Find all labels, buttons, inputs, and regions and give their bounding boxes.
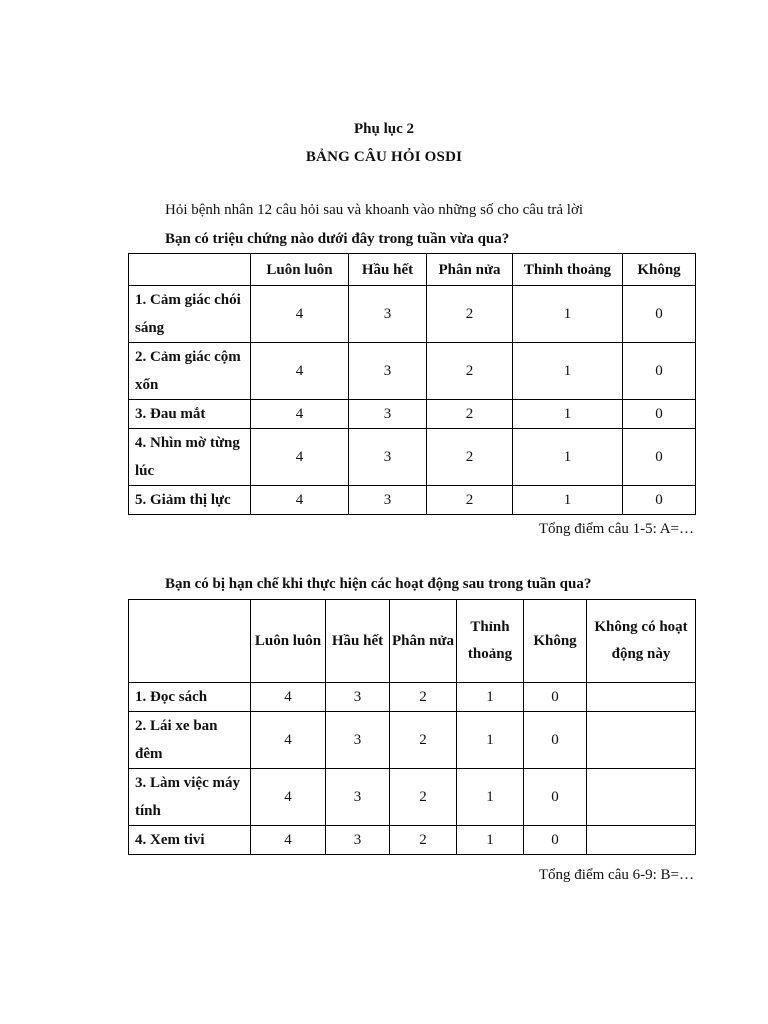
header-cell-no-activity: Không có hoạt động này xyxy=(587,600,696,683)
score-cell[interactable]: 0 xyxy=(524,826,587,855)
row-label: 4. Xem tivi xyxy=(129,826,251,855)
row-label: 1. Đọc sách xyxy=(129,683,251,712)
table-row xyxy=(129,486,696,515)
score-cell[interactable]: 4 xyxy=(251,826,326,855)
header-cell-never: Không xyxy=(524,600,587,683)
score-cell[interactable]: 0 xyxy=(623,429,696,486)
table-row xyxy=(129,429,696,486)
symptoms-table xyxy=(128,253,696,515)
score-cell[interactable]: 4 xyxy=(251,400,349,429)
row-label: 2. Cảm giác cộm xốn xyxy=(129,343,251,400)
header-cell-never: Không xyxy=(623,254,696,286)
section1-question: Bạn có triệu chứng nào dưới đây trong tuần vừa qua? xyxy=(165,231,510,247)
score-cell[interactable]: 0 xyxy=(623,486,696,515)
header-cell-sometimes: Thỉnh thoảng xyxy=(513,254,623,286)
score-cell[interactable]: 0 xyxy=(524,712,587,769)
table-row xyxy=(129,769,696,826)
header-cell-mostly: Hầu hết xyxy=(326,600,390,683)
score-cell[interactable]: 2 xyxy=(427,400,513,429)
section2-total: Tổng điểm câu 6-9: B=… xyxy=(538,867,694,883)
table-row xyxy=(129,286,696,343)
score-cell[interactable]: 0 xyxy=(623,400,696,429)
header-cell-sometimes: Thỉnh thoảng xyxy=(457,600,524,683)
score-cell[interactable]: 3 xyxy=(326,712,390,769)
score-cell[interactable]: 1 xyxy=(513,429,623,486)
header-cell-always: Luôn luôn xyxy=(251,600,326,683)
table-header-row xyxy=(129,600,696,683)
score-cell[interactable]: 3 xyxy=(326,769,390,826)
section1-total: Tổng điểm câu 1-5: A=… xyxy=(538,521,694,537)
score-cell[interactable]: 4 xyxy=(251,429,349,486)
score-cell[interactable]: 1 xyxy=(513,400,623,429)
row-label: 1. Cảm giác chói sáng xyxy=(129,286,251,343)
score-cell[interactable]: 3 xyxy=(349,400,427,429)
score-cell[interactable]: 1 xyxy=(457,769,524,826)
score-cell[interactable]: 3 xyxy=(326,683,390,712)
no-activity-cell[interactable] xyxy=(587,683,696,712)
score-cell[interactable]: 0 xyxy=(623,343,696,400)
document-title: BẢNG CÂU HỎI OSDI xyxy=(305,149,463,165)
score-cell[interactable]: 1 xyxy=(513,343,623,400)
score-cell[interactable]: 0 xyxy=(623,286,696,343)
score-cell[interactable]: 1 xyxy=(457,712,524,769)
score-cell[interactable]: 4 xyxy=(251,286,349,343)
no-activity-cell[interactable] xyxy=(587,769,696,826)
score-cell[interactable]: 2 xyxy=(427,486,513,515)
table-row xyxy=(129,683,696,712)
score-cell[interactable]: 0 xyxy=(524,769,587,826)
table-row xyxy=(129,712,696,769)
score-cell[interactable]: 2 xyxy=(427,429,513,486)
score-cell[interactable]: 1 xyxy=(513,486,623,515)
score-cell[interactable]: 4 xyxy=(251,712,326,769)
score-cell[interactable]: 4 xyxy=(251,769,326,826)
row-label: 2. Lái xe ban đêm xyxy=(129,712,251,769)
score-cell[interactable]: 3 xyxy=(326,826,390,855)
score-cell[interactable]: 3 xyxy=(349,429,427,486)
score-cell[interactable]: 2 xyxy=(390,826,457,855)
header-cell-mostly: Hầu hết xyxy=(349,254,427,286)
score-cell[interactable]: 2 xyxy=(390,769,457,826)
header-cell-half: Phân nửa xyxy=(427,254,513,286)
table-row xyxy=(129,400,696,429)
header-cell-empty xyxy=(129,600,251,683)
header-cell-half: Phân nửa xyxy=(390,600,457,683)
header-cell-always: Luôn luôn xyxy=(251,254,349,286)
row-label: 3. Đau mắt xyxy=(129,400,251,429)
section2-question: Bạn có bị hạn chế khi thực hiện các hoạt động sau trong tuần qua? xyxy=(165,576,592,592)
row-label: 4. Nhìn mờ từng lúc xyxy=(129,429,251,486)
score-cell[interactable]: 1 xyxy=(457,826,524,855)
score-cell[interactable]: 4 xyxy=(251,683,326,712)
score-cell[interactable]: 2 xyxy=(427,286,513,343)
instruction-text: Hỏi bệnh nhân 12 câu hỏi sau và khoanh vào những số cho câu trả lời xyxy=(165,202,584,218)
no-activity-cell[interactable] xyxy=(587,826,696,855)
header-cell-empty xyxy=(129,254,251,286)
row-label: 3. Làm việc máy tính xyxy=(129,769,251,826)
score-cell[interactable]: 2 xyxy=(427,343,513,400)
score-cell[interactable]: 1 xyxy=(457,683,524,712)
score-cell[interactable]: 3 xyxy=(349,486,427,515)
score-cell[interactable]: 4 xyxy=(251,343,349,400)
score-cell[interactable]: 2 xyxy=(390,683,457,712)
no-activity-cell[interactable] xyxy=(587,712,696,769)
appendix-label: Phụ lục 2 xyxy=(353,121,414,137)
row-label: 5. Giảm thị lực xyxy=(129,486,251,515)
score-cell[interactable]: 1 xyxy=(513,286,623,343)
score-cell[interactable]: 2 xyxy=(390,712,457,769)
table-row xyxy=(129,826,696,855)
table-row xyxy=(129,343,696,400)
activities-table xyxy=(128,599,696,855)
score-cell[interactable]: 3 xyxy=(349,343,427,400)
table-header-row xyxy=(129,254,696,286)
score-cell[interactable]: 3 xyxy=(349,286,427,343)
score-cell[interactable]: 0 xyxy=(524,683,587,712)
score-cell[interactable]: 4 xyxy=(251,486,349,515)
